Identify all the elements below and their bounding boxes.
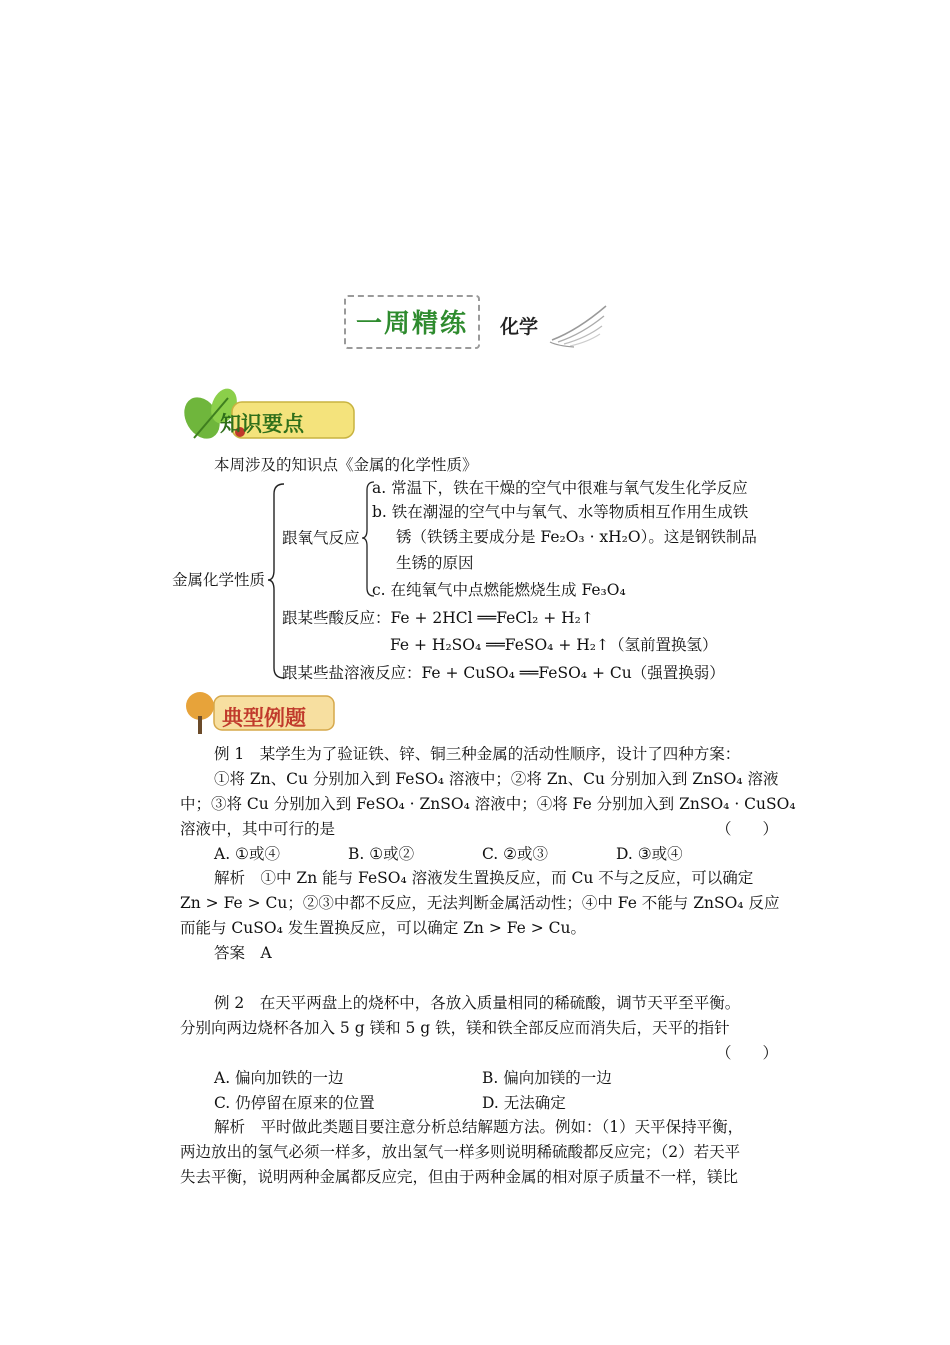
header-title: 一周精练	[356, 309, 469, 339]
salt-reaction-line: 跟某些盐溶液反应：Fe + CuSO₄ ══FeSO₄ + Cu（强置换弱）	[282, 664, 725, 682]
ex1-option-c: C. ②或③	[482, 845, 549, 863]
ex1-analysis-line2: Zn > Fe > Cu；②③中都不反应，无法判断金属活动性；④中 Fe 不能与 ZnSO₄ 反应	[180, 894, 780, 912]
header-subject: 化学	[500, 316, 539, 338]
acid-reaction-line2: Fe + H₂SO₄ ══FeSO₄ + H₂↑（氢前置换氢）	[390, 636, 718, 654]
ex1-question-line4: 溶液中，其中可行的是	[180, 820, 336, 838]
ex1-analysis-line1: 解析 ①中 Zn 能与 FeSO₄ 溶液发生置换反应，而 Cu 不与之反应，可以确定	[214, 869, 754, 887]
ex1-answer: 答案 A	[214, 944, 272, 962]
ex1-option-b: B. ①或②	[348, 845, 415, 863]
ex2-option-b: B. 偏向加镁的一边	[482, 1069, 612, 1087]
ex2-question-line2: 分别向两边烧杯各加入 5 g 镁和 5 g 铁，镁和铁全部反应而消失后，天平的指针	[180, 1019, 730, 1037]
tree-root: 金属化学性质	[172, 571, 266, 589]
oxygen-item-b-line3: 生锈的原因	[396, 554, 474, 572]
ex2-option-c: C. 仍停留在原来的位置	[214, 1094, 375, 1112]
ex2-question-line1: 例 2 在天平两盘上的烧杯中，各放入质量相同的稀硫酸，调节天平至平衡。	[214, 994, 741, 1012]
ex1-question-line1: 例 1 某学生为了验证铁、锌、铜三种金属的活动性顺序，设计了四种方案：	[214, 745, 741, 763]
knowledge-banner-label: 知识要点	[220, 412, 304, 436]
oxygen-branch-label: 跟氧气反应	[282, 529, 360, 547]
oxygen-item-a: a. 常温下，铁在干燥的空气中很难与氧气发生化学反应	[372, 479, 748, 497]
examples-banner-label: 典型例题	[222, 706, 306, 730]
ex2-analysis-line1: 解析 平时做此类题目要注意分析总结解题方法。例如：（1）天平保持平衡，	[214, 1118, 744, 1136]
ex1-question-line3: 中；③将 Cu 分别加入到 FeSO₄ · ZnSO₄ 溶液中；④将 Fe 分别加入到 ZnSO₄ · CuSO₄	[180, 795, 796, 813]
oxygen-item-b-line2: 锈（铁锈主要成分是 Fe₂O₃ · xH₂O）。这是钢铁制品	[396, 528, 757, 546]
acid-reaction-line1: 跟某些酸反应：Fe + 2HCl ══FeCl₂ + H₂↑	[282, 609, 594, 627]
ex2-option-a: A. 偏向加铁的一边	[214, 1069, 344, 1087]
wing-ornament-icon	[548, 300, 610, 352]
oxygen-item-b-line1: b. 铁在潮湿的空气中与氧气、水等物质相互作用生成铁	[372, 503, 749, 521]
ex1-analysis-line3: 而能与 CuSO₄ 发生置换反应，可以确定 Zn > Fe > Cu。	[180, 919, 587, 937]
ex1-question-line2: ①将 Zn、Cu 分别加入到 FeSO₄ 溶液中；②将 Zn、Cu 分别加入到 ZnSO₄ 溶液	[214, 770, 779, 788]
ex1-option-d: D. ③或④	[616, 845, 683, 863]
ex2-analysis-line2: 两边放出的氢气必须一样多，放出氢气一样多则说明稀硫酸都反应完；（2）若天平	[180, 1143, 741, 1161]
ex2-option-d: D. 无法确定	[482, 1094, 566, 1112]
root-brace	[268, 482, 288, 682]
ex1-option-a: A. ①或④	[214, 845, 280, 863]
oxygen-item-c: c. 在纯氧气中点燃能燃烧生成 Fe₃O₄	[372, 581, 626, 599]
ex2-answer-blank: （ ）	[716, 1044, 779, 1062]
knowledge-intro: 本周涉及的知识点《金属的化学性质》	[214, 456, 478, 474]
ex2-analysis-line3: 失去平衡，说明两种金属都反应完，但由于两种金属的相对原子质量不一样，镁比	[180, 1168, 739, 1186]
ex1-answer-blank: （ ）	[716, 820, 779, 838]
